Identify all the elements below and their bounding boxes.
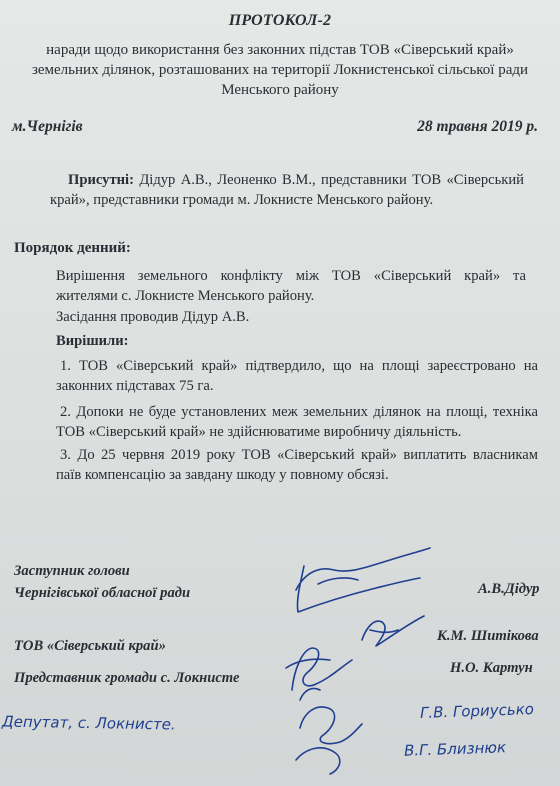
resolution-item	[56, 356, 538, 396]
item-number: 2.	[60, 404, 71, 420]
present-paragraph	[50, 170, 524, 210]
subtitle-line: земельних ділянок, розташованих на території Локнистенської сільської ради	[31, 62, 529, 78]
subtitle-line: Менського району	[221, 82, 339, 98]
item-number: 1.	[60, 358, 71, 374]
signature-community	[286, 648, 352, 700]
handwritten-name: В.Г. Близнюк	[403, 738, 507, 760]
protocol-title: ПРОТОКОЛ-2	[228, 12, 332, 29]
date: 28 травня 2019 р.	[417, 118, 538, 135]
protocol-subtitle	[20, 40, 540, 100]
signatory-org: ТОВ «Сіверський край»	[14, 638, 166, 654]
signatory-role: Чернігівської обласної ради	[14, 585, 191, 601]
item-text: Допоки не буде установлених меж земельних ділянок на площі, техніка ТОВ «Сіверський край» не здійснюватиме виробничу діяльність.	[56, 404, 538, 440]
resolution-item	[56, 402, 538, 442]
signatory-name: Н.О. Картун	[450, 660, 533, 676]
signatory-name: К.М. Шитікова	[437, 628, 539, 644]
signature-extra	[296, 707, 362, 774]
resolution-item	[56, 445, 538, 485]
signatory-name: А.В.Дідур	[478, 581, 540, 597]
agenda-heading: Порядок денний:	[14, 240, 131, 256]
signature-didur	[296, 548, 430, 612]
handwritten-name: Г.В. Гориусько	[419, 700, 535, 722]
agenda-text: Вирішення земельного конфлікту між ТОВ «Сіверський край» та жителями с. Локнисте Менського району.	[56, 268, 526, 304]
chair-text: Засідання проводив Дідур А.В.	[56, 309, 250, 325]
item-text: ТОВ «Сіверський край» підтвердило, що на площі зареєстровано на законних підставах 75 га.	[56, 358, 538, 394]
signatory-role: Заступник голови	[14, 563, 130, 579]
signature-shytikova	[362, 616, 424, 646]
signatory-role: Представник громади с. Локнисте	[14, 670, 240, 686]
present-label: Присутні:	[68, 172, 134, 188]
resolved-heading: Вирішили:	[56, 333, 129, 349]
item-number: 3.	[60, 447, 71, 463]
item-text: До 25 червня 2019 року ТОВ «Сіверський край» виплатить власникам паїв компенсацію за завдану шкоду у повному обсязі.	[56, 447, 538, 483]
city: м.Чернігів	[12, 118, 83, 135]
subtitle-line: наради щодо використання без законних підстав ТОВ «Сіверський край»	[46, 42, 514, 58]
handwritten-note: Депутат, с. Локнисте.	[1, 712, 176, 734]
present-text: Дідур А.В., Леоненко В.М., представники ТОВ «Сіверський край», представники громади м. Локнисте Менського району.	[50, 172, 524, 208]
